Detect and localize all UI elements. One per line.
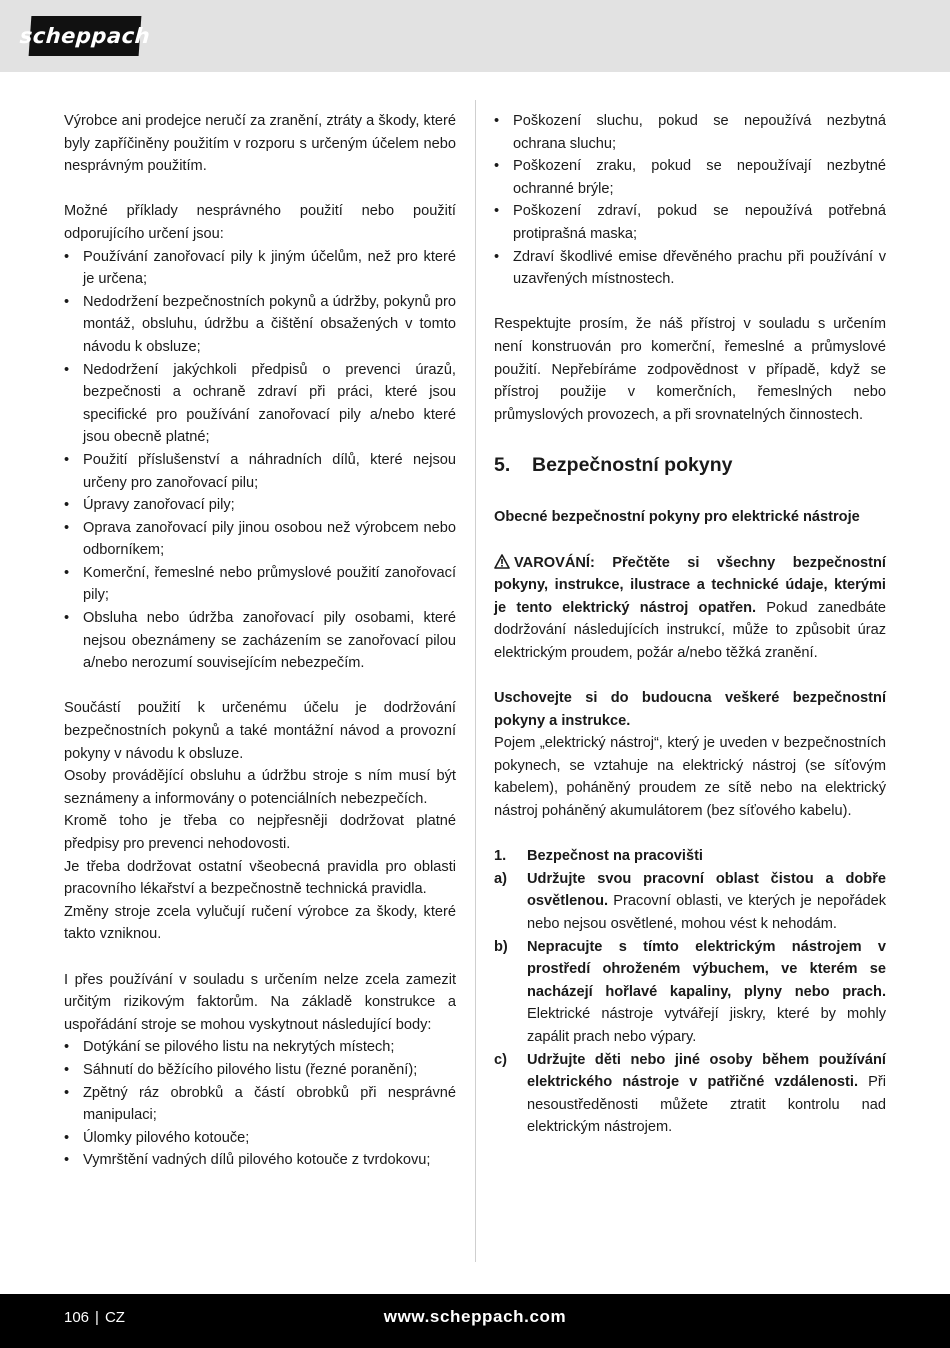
list-item: • Používání zanořovací pily k jiným účelům, než pro které je určena; bbox=[64, 248, 456, 288]
power-tool-definition: Pojem „elektrický nástroj“, který je uveden v bezpečnostních pokynech, se vztahuje na elektrický nástroj (se síťovým kabelem), poháněný proudem ze sítě nebo na elektrický nástroj poháněný akumulátorem (bez síťového kabelu). bbox=[494, 735, 886, 820]
list-item: • Oprava zanořovací pily jinou osobou než výrobcem nebo odborníkem; bbox=[64, 519, 456, 559]
misuse-list bbox=[64, 246, 456, 675]
scheppach-logo: scheppach bbox=[29, 16, 142, 56]
residual-risk-list bbox=[64, 1036, 456, 1172]
left-column bbox=[64, 110, 456, 1172]
accident-prevention-paragraph: Kromě toho je třeba co nejpřesněji dodržovat platné předpisy pro prevenci nehodovosti. bbox=[64, 813, 456, 852]
section-heading bbox=[494, 452, 886, 478]
section-number: 5. bbox=[494, 454, 511, 477]
workplace-heading: 1. Bezpečnost na pracovišti bbox=[494, 848, 703, 865]
list-item: • Zdraví škodlivé emise dřevěného prachu při používání v uzavřených místnostech. bbox=[494, 248, 886, 288]
misuse-heading: Možné příklady nesprávného použití nebo použití odporujícího určení jsou: bbox=[64, 203, 456, 242]
list-item: • Poškození zraku, pokud se nepoužívají nezbytné ochranné brýle; bbox=[494, 158, 886, 197]
separator: | bbox=[95, 1309, 99, 1326]
intended-use-paragraph: Součástí použití k určenému účelu je dodržování bezpečnostních pokynů a také montážní návod a provozní pokyny v návodu k obsluze. bbox=[64, 700, 456, 762]
list-item: • Nedodržení jakýchkoli předpisů o prevenci úrazů, bezpečnosti a ochraně zdraví při práci, které jsou specifické pro používání zanořovací pily a/nebo které jsou obecně platné; bbox=[64, 361, 456, 446]
operator-paragraph: Osoby provádějící obsluhu a údržbu stroje s ním musí být seznámeny a informovány o potenciálních nebezpečích. bbox=[64, 768, 456, 807]
list-item: • Použití příslušenství a náhradních dílů, které nejsou určeny pro zanořovací pilu; bbox=[64, 451, 456, 491]
list-item: • Zpětný ráz obrobků a částí obrobků při nesprávné manipulaci; bbox=[64, 1084, 456, 1124]
list-item: • Úlomky pilového kotouče; bbox=[64, 1129, 250, 1146]
workplace-safety-list bbox=[494, 845, 886, 1139]
modifications-paragraph: Změny stroje zcela vylučují ručení výrobce za škody, které takto vzniknou. bbox=[64, 903, 456, 943]
warning-triangle-icon bbox=[494, 554, 510, 569]
general-rules-paragraph: Je třeba dodržovat ostatní všeobecná pravidla pro oblasti pracovního lékařství a bezpečnostně technická pravidla. bbox=[64, 858, 456, 898]
page-footer bbox=[0, 1294, 950, 1348]
list-item: a) Udržujte svou pracovní oblast čistou a dobře osvětlenou. Pracovní oblasti, ve kterých je nepořádek nebo nejsou osvětlené, mohou vést k nehodám. bbox=[494, 870, 886, 932]
warning-paragraph bbox=[494, 552, 886, 665]
page-header bbox=[0, 0, 950, 72]
warning-bold-text: VAROVÁNÍ: Přečtěte si všechny bezpečnostní pokyny, instrukce, ilustrace a technické údaje, kterými je tento elektrický nástroj opatřen. bbox=[494, 554, 886, 616]
website-link[interactable]: www.scheppach.com bbox=[383, 1307, 567, 1326]
list-item: • Komerční, řemeslné nebo průmyslové použití zanořovací pily; bbox=[64, 564, 456, 604]
list-item: • Vymrštění vadných dílů pilového kotouče z tvrdokovu; bbox=[64, 1152, 431, 1169]
list-item: • Poškození zdraví, pokud se nepoužívá potřebná protiprašná maska; bbox=[494, 203, 886, 242]
keep-instructions-heading: Uschovejte si do budoucna veškeré bezpečnostní pokyny a instrukce. bbox=[494, 690, 886, 729]
list-item: • Nedodržení bezpečnostních pokynů a údržby, pokynů pro montáž, obsluhu, údržbu a čištění obsažených v tomto návodu k obsluze; bbox=[64, 293, 456, 355]
list-item: b) Nepracujte s tímto elektrickým nástrojem v prostředí ohroženém výbuchem, ve kterém se nacházejí hořlavé kapaliny, plyny nebo prach. Elektrické nástroje vytvářejí jiskry, které by mohly zapálit prach nebo výpary. bbox=[494, 938, 886, 1045]
list-item: • Úpravy zanořovací pily; bbox=[64, 497, 235, 514]
list-item: c) Udržujte děti nebo jiné osoby během používání elektrického nástroje v patřičné vzdálenosti. Při nesoustředěnosti můžete ztratit kontrolu nad elektrickým nástrojem. bbox=[494, 1051, 886, 1136]
list-item: • Obsluha nebo údržba zanořovací pily osobami, které nejsou obeznámeny se zacházením se zanořovací pilou a/nebo nerozumí souvisejícím nebezpečím. bbox=[64, 610, 456, 672]
right-column bbox=[494, 110, 886, 1139]
list-item: • Dotýkání se pilového listu na nekrytých místech; bbox=[64, 1039, 395, 1056]
general-safety-heading: Obecné bezpečnostní pokyny pro elektrické nástroje bbox=[494, 509, 860, 526]
list-item: • Sáhnutí do běžícího pilového listu (řezné poranění); bbox=[64, 1061, 418, 1078]
section-title: Bezpečnostní pokyny bbox=[532, 454, 733, 477]
language-code: CZ bbox=[104, 1309, 125, 1326]
liability-paragraph: Výrobce ani prodejce neručí za zranění, ztráty a škody, které byly zapříčiněny použitím v rozporu s určeným účelem nebo nesprávným použitím. bbox=[64, 113, 456, 175]
residual-risk-list-continued bbox=[494, 110, 886, 291]
page-number: 106 bbox=[64, 1309, 90, 1326]
warning-text: Pokud zanedbáte dodržování následujících instrukcí, může to způsobit úraz elektrickým proudem, požár a/nebo těžká zranění. bbox=[494, 599, 886, 661]
commercial-use-note: Respektujte prosím, že náš přístroj v souladu s určením není konstruován pro komerční, řemeslné a průmyslové použití. Nepřebíráme zodpovědnost v případě, když se přístroj použije v komerčních, řemeslných nebo průmyslových provozech, a při srovnatelných činnostech. bbox=[494, 316, 886, 423]
list-item: • Poškození sluchu, pokud se nepoužívá nezbytná ochrana sluchu; bbox=[494, 113, 886, 152]
residual-risk-intro: I přes používání v souladu s určením nelze zcela zamezit určitým rizikovým faktorům. Na základě konstrukce a uspořádání stroje se mohou vyskytnout následující body: bbox=[64, 971, 456, 1033]
column-divider bbox=[475, 100, 476, 1262]
